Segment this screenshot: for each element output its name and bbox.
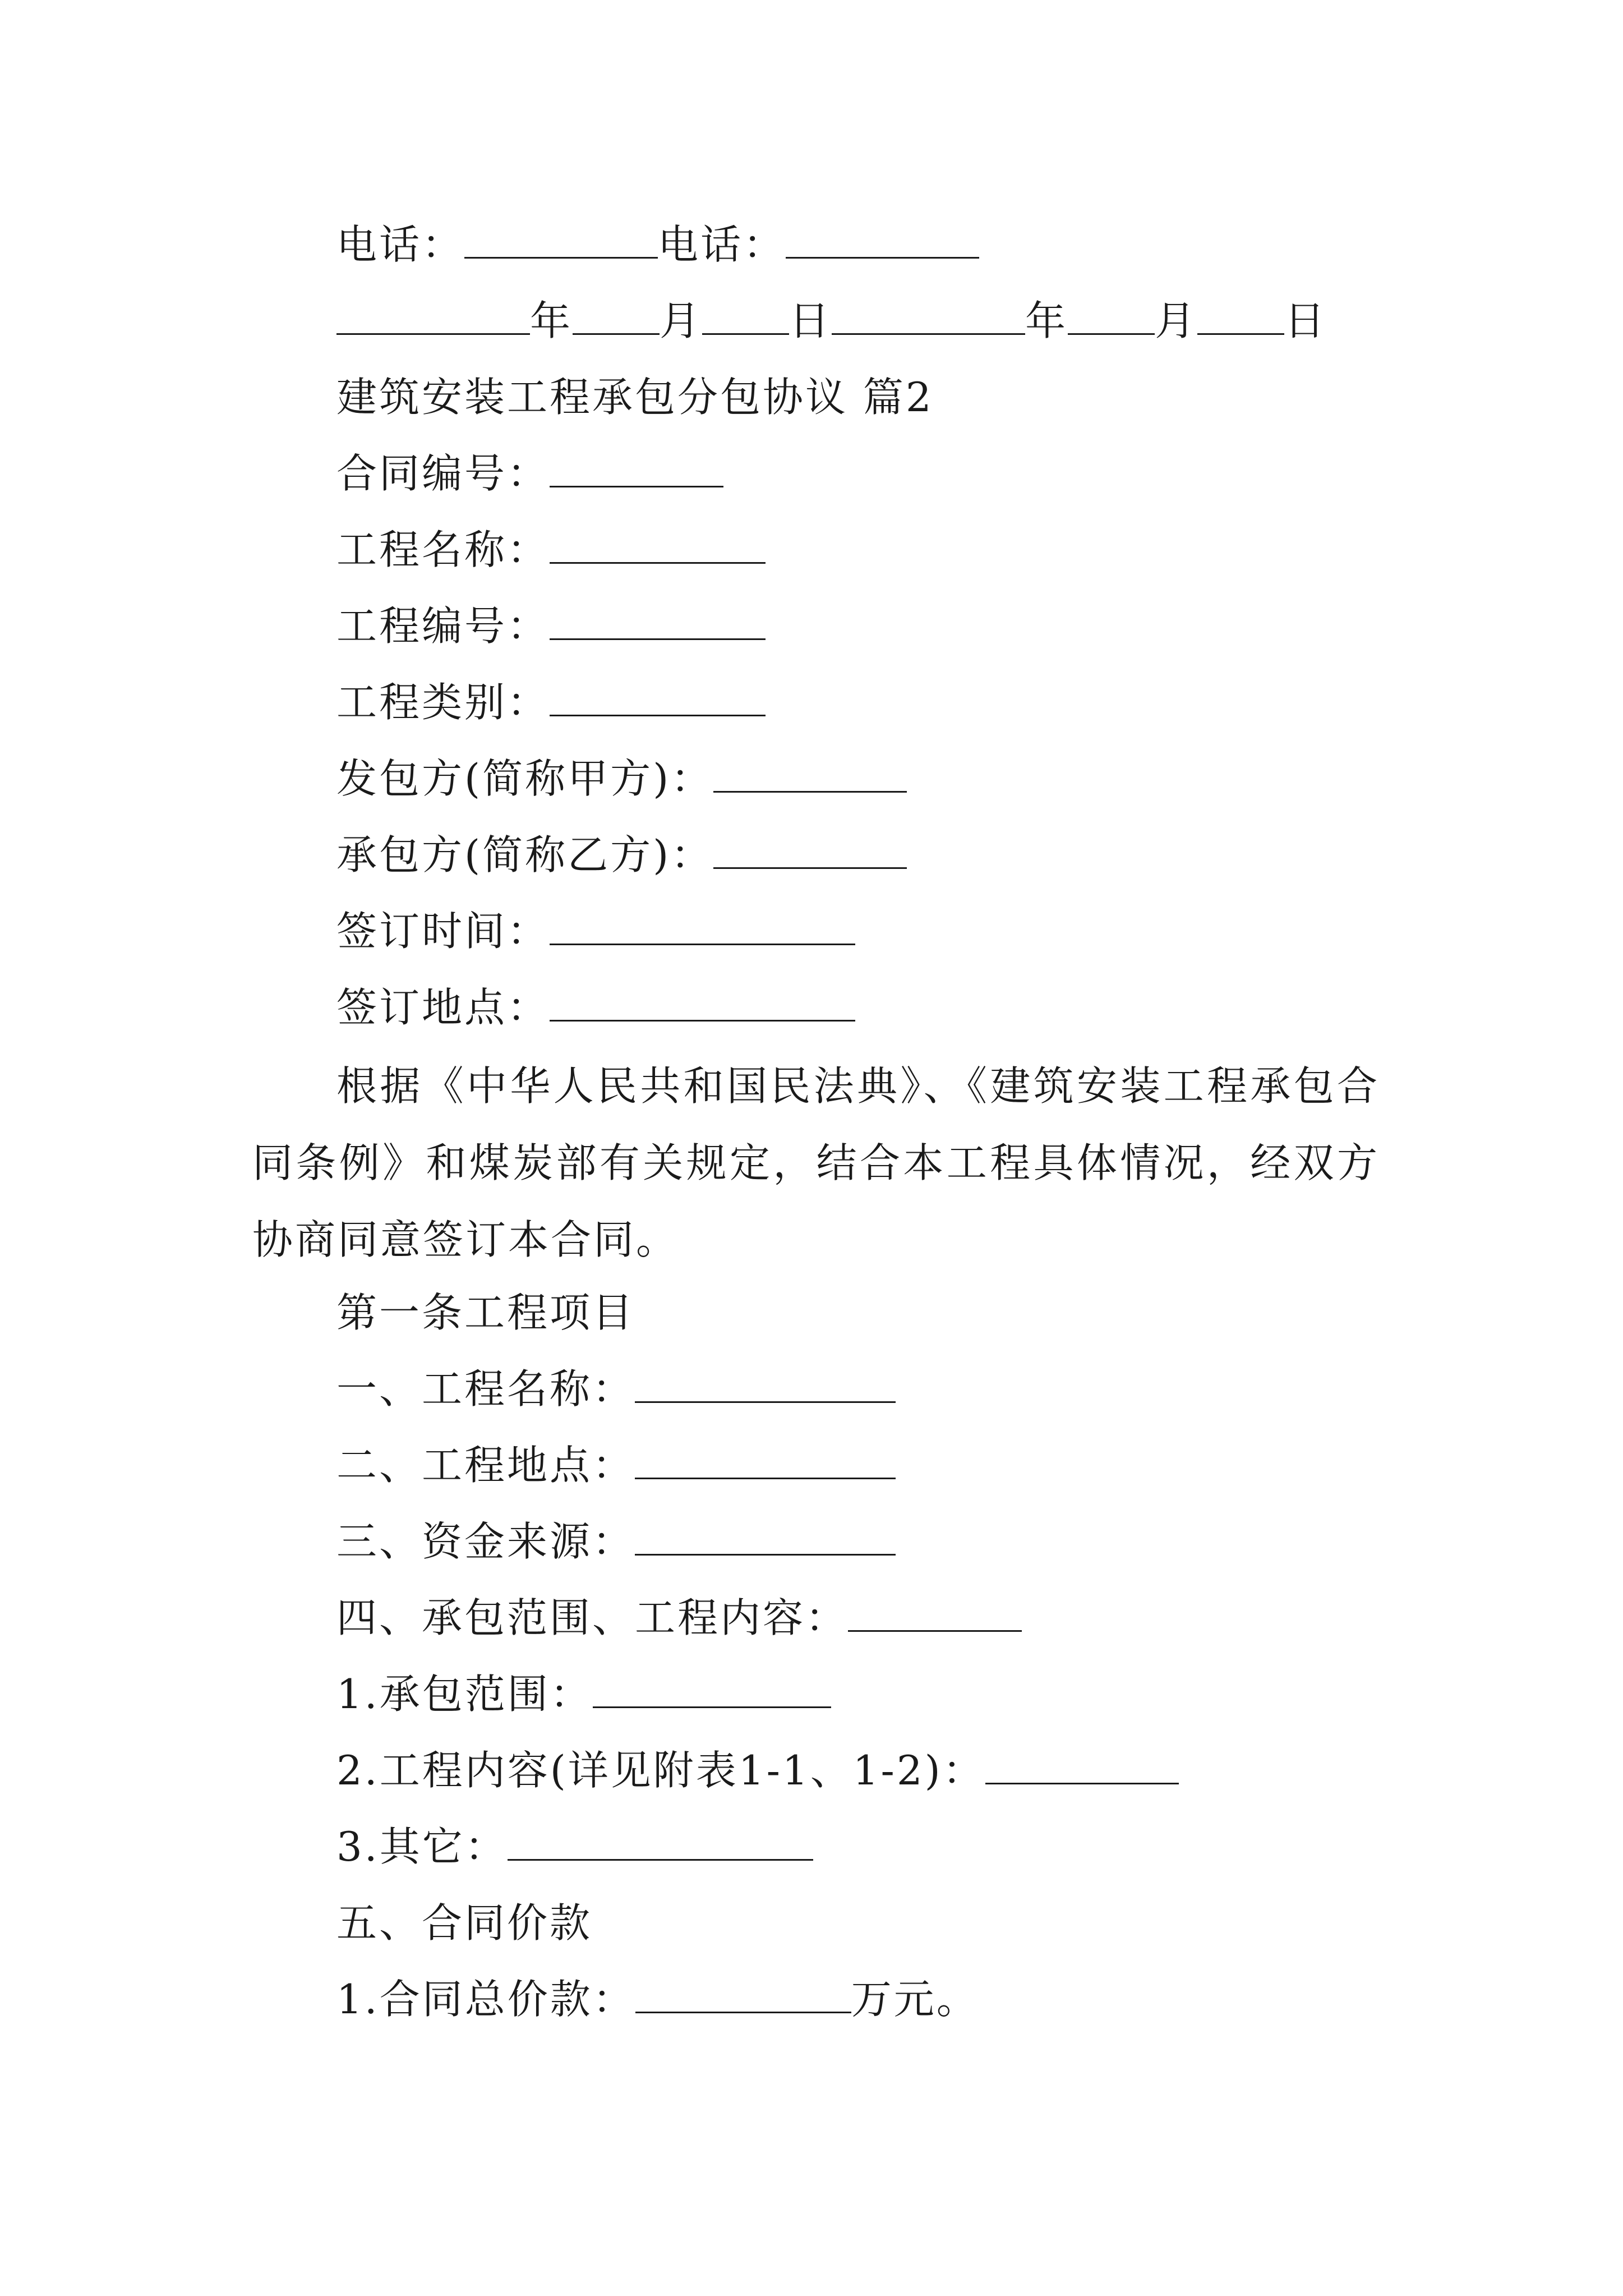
day-blank-2[interactable] [1197,294,1284,335]
phone-label-2: 电话： [658,221,786,268]
item-2-row [336,1438,896,1492]
price-blank[interactable] [635,1972,851,2013]
project-no-label: 工程编号： [336,602,550,650]
item-1-blank[interactable] [635,1362,896,1403]
sub-3-blank[interactable] [508,1820,813,1861]
sign-time-blank[interactable] [550,904,855,945]
phone-row [336,218,979,272]
sign-place-row [336,981,855,1034]
item-3-row [336,1515,896,1568]
month-label-2: 月 [1155,297,1198,344]
phone-blank-2[interactable] [786,218,979,259]
party-a-row [336,752,907,806]
phone-label-1: 电话： [336,221,465,268]
item-1-row [336,1362,896,1416]
project-name-blank[interactable] [550,523,766,564]
month-label-1: 月 [660,297,703,344]
item-4-blank[interactable] [848,1591,1022,1632]
item-5-title: 五、合同价款 [336,1899,593,1947]
party-a-label: 发包方(简称甲方)： [336,755,714,802]
sub-3-row [336,1820,813,1874]
project-name-label: 工程名称： [336,526,550,573]
day-label-1: 日 [789,297,832,344]
price-unit: 万元。 [851,1976,979,2023]
sign-time-row [336,904,855,958]
party-b-row [336,828,907,882]
price-label: 1.合同总价款： [336,1976,635,2023]
item-3-blank[interactable] [635,1515,896,1556]
month-blank-1[interactable] [573,294,660,335]
item-2-blank[interactable] [635,1438,896,1479]
contract-no-label: 合同编号： [336,450,550,497]
sub-2-blank[interactable] [985,1743,1179,1784]
item-1-label: 一、工程名称： [336,1365,635,1412]
party-b-label: 承包方(简称乙方)： [336,831,714,878]
month-blank-2[interactable] [1068,294,1155,335]
project-category-blank[interactable] [550,675,766,716]
year-label-1: 年 [530,297,573,344]
item-4-row [336,1591,1022,1645]
project-no-blank[interactable] [550,599,766,640]
sign-time-label: 签订时间： [336,908,550,955]
sub-1-label: 1.承包范围： [336,1671,593,1718]
contract-no-blank[interactable] [550,447,723,487]
sign-place-blank[interactable] [550,981,855,1022]
date-row [336,294,1327,348]
price-row [336,1972,979,2026]
sub-1-blank[interactable] [593,1667,831,1708]
party-b-blank[interactable] [713,828,907,869]
project-name-row [336,523,766,577]
year-label-2: 年 [1025,297,1068,344]
item-4-label: 四、承包范围、工程内容： [336,1594,849,1641]
day-label-2: 日 [1284,297,1327,344]
year-blank-2[interactable] [832,294,1025,335]
sub-2-row [336,1743,1179,1797]
project-no-row [336,599,766,653]
article-1-title: 第一条工程项目 [336,1289,635,1336]
section-title: 建筑安装工程承包分包协议 篇2 [336,374,934,421]
party-a-blank[interactable] [713,752,907,793]
item-2-label: 二、工程地点： [336,1442,635,1489]
item-3-label: 三、资金来源： [336,1518,635,1565]
sign-place-label: 签订地点： [336,984,550,1031]
day-blank-1[interactable] [702,294,789,335]
contract-no-row [336,447,723,500]
sub-3-label: 3.其它： [336,1823,508,1870]
project-category-label: 工程类别： [336,679,550,726]
year-blank-1[interactable] [336,294,530,335]
sub-1-row [336,1667,831,1721]
project-category-row [336,675,766,729]
sub-2-label: 2.工程内容(详见附表1-1、1-2)： [336,1747,985,1794]
preamble-paragraph: 根据《中华人民共和国民法典》、《建筑安装工程承包合同条例》和煤炭部有关规定，结合本工程具体情况，经双方协商同意签订本合同。 [252,1062,1380,1263]
phone-blank-1[interactable] [464,218,658,259]
